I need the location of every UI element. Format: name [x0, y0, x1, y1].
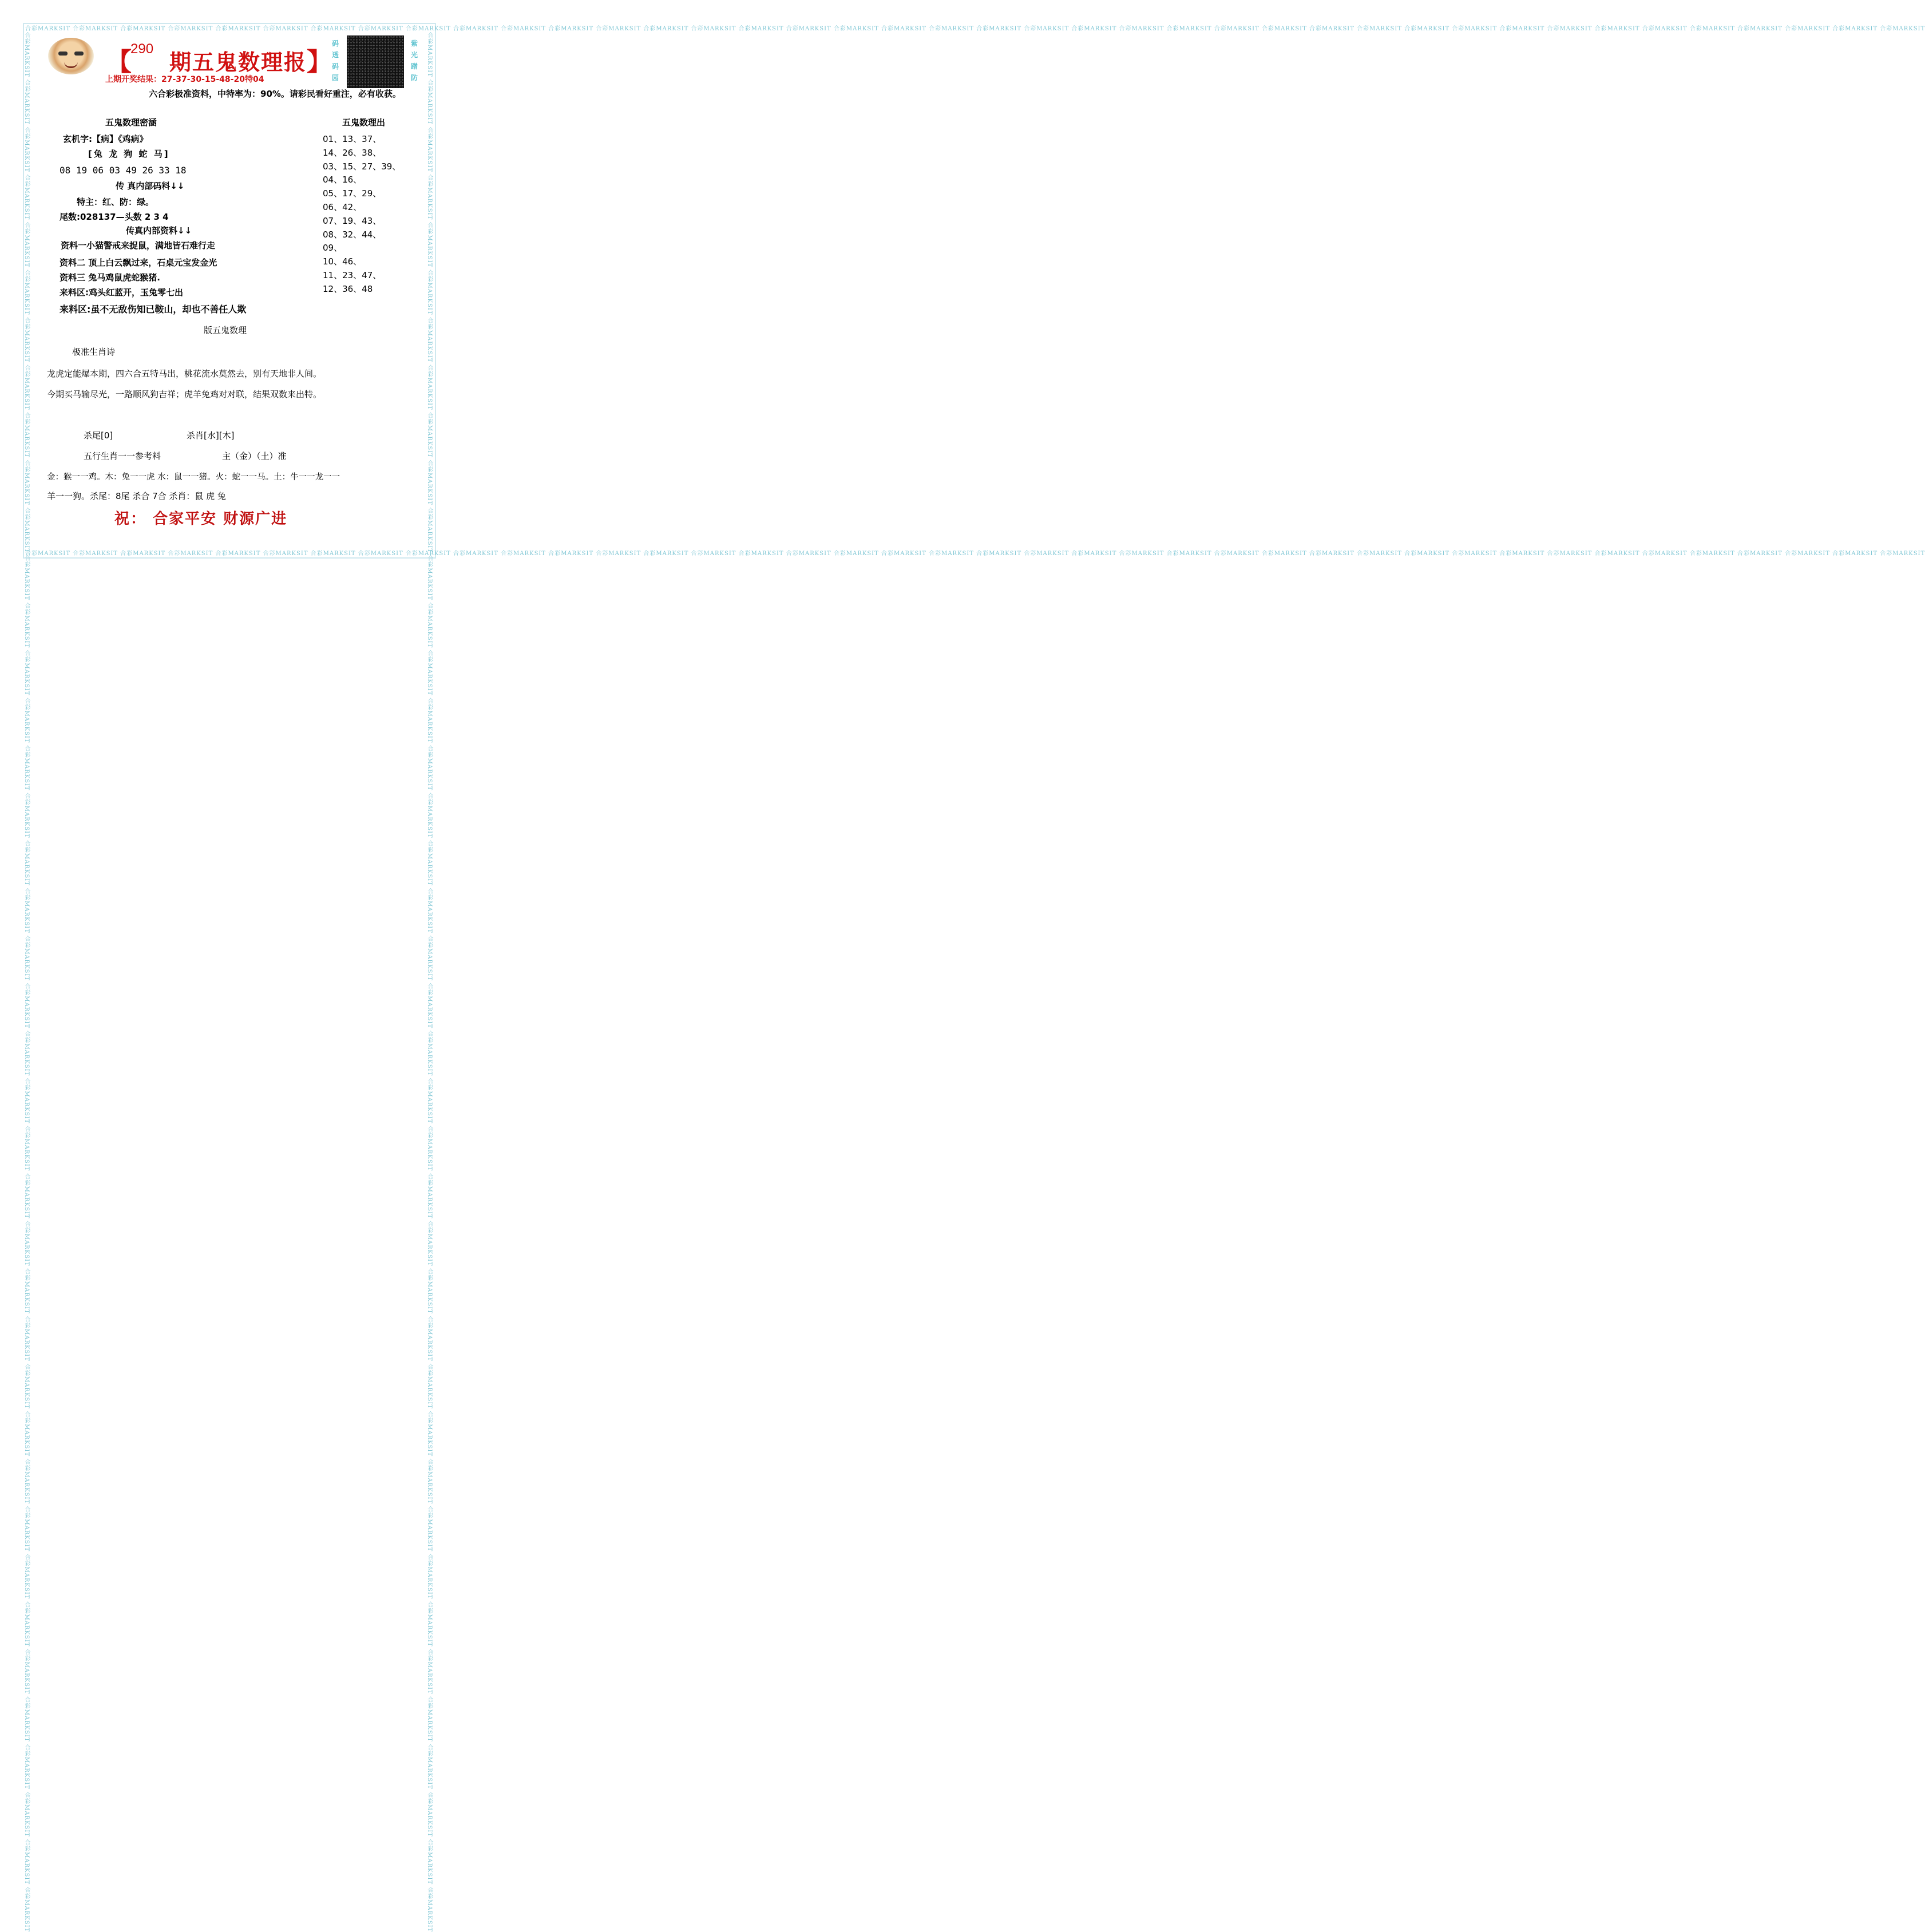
page-title: 期五鬼数理报 [169, 49, 307, 75]
border-watermark-left: 合彩MARKSIT 合彩MARKSIT 合彩MARKSIT 合彩MARKSIT 合彩MARKSIT 合彩MARKSIT 合彩MARKSIT 合彩MARKSIT 合彩MARKSIT 合彩MARKSIT 合彩MARKSIT 合彩MARKSIT 合彩MARKSIT 合彩MARKSIT 合彩MARKSIT 合彩MARKSIT 合彩MARKSIT 合彩MARKSIT 合彩MARKSIT 合彩MARKSIT 合彩MARKSIT 合彩MARKSIT 合彩MARKSIT 合彩MARKSIT 合彩MARKSIT 合彩MARKSIT 合彩MARKSIT 合彩MARKSIT 合彩MARKSIT 合彩MARKSIT 合彩MARKSIT 合彩MARKSIT 合彩MARKSIT 合彩MARKSIT 合彩MARKSIT 合彩MARKSIT 合彩MARKSIT 合彩MARKSIT 合彩MARKSIT 合彩MARKSIT [23, 32, 30, 1932]
element-line-1: 金：猴一一鸡。木：兔一一虎 水：鼠一一猪。火：蛇一一马。土：牛一一龙一一 [47, 473, 340, 482]
number-row: 07、19、43、 [323, 215, 382, 226]
poem-heading: 极准生肖诗 [72, 347, 116, 357]
number-row: 11、23、47、 [323, 270, 382, 280]
portrait-photo [48, 38, 94, 74]
number-row: 12、36、48 [323, 283, 373, 294]
number-column [323, 133, 401, 296]
stamp-right: 紫光蹭防 [411, 39, 418, 82]
kill-zodiac: 杀肖[水][木] [187, 430, 235, 441]
zodiac-list: [兔 龙 狗 蛇 马] [88, 149, 170, 159]
number-row: 04、16、 [323, 175, 362, 185]
fax-heading-2: 传真内部资料↓↓ [126, 225, 192, 236]
riddle: 玄机字:【病】《鸡病》 [63, 134, 148, 144]
left-heading: 五鬼数理密涵 [105, 117, 157, 128]
number-row: 14、26、38、 [323, 147, 382, 158]
title-bracket-left: 【 [106, 47, 132, 77]
zone-line-2: 来料区:虽不无敌伤知已鞍山，却也不善任人欺 [60, 304, 247, 315]
data-line-3: 资料三 兔马鸡鼠虎蛇猴猪. [60, 272, 160, 283]
issue-number: 290 [130, 41, 154, 57]
blessing-banner: 祝： 合家平安 财源广进 [114, 510, 288, 528]
special-color: 特主：红、防：绿。 [77, 197, 155, 207]
element-line-2: 羊一一狗。杀尾：8尾 杀合 7合 杀肖：鼠 虎 兔 [47, 491, 226, 501]
border-watermark-top: 合彩MARKSIT 合彩MARKSIT 合彩MARKSIT 合彩MARKSIT 合彩MARKSIT 合彩MARKSIT 合彩MARKSIT 合彩MARKSIT 合彩MARKSIT 合彩MARKSIT 合彩MARKSIT 合彩MARKSIT 合彩MARKSIT 合彩MARKSIT 合彩MARKSIT 合彩MARKSIT 合彩MARKSIT 合彩MARKSIT 合彩MARKSIT 合彩MARKSIT 合彩MARKSIT 合彩MARKSIT 合彩MARKSIT 合彩MARKSIT 合彩MARKSIT 合彩MARKSIT 合彩MARKSIT 合彩MARKSIT 合彩MARKSIT 合彩MARKSIT 合彩MARKSIT 合彩MARKSIT 合彩MARKSIT 合彩MARKSIT 合彩MARKSIT 合彩MARKSIT 合彩MARKSIT 合彩MARKSIT 合彩MARKSIT 合彩MARKSIT [25, 26, 1925, 32]
border-watermark-right: 合彩MARKSIT 合彩MARKSIT 合彩MARKSIT 合彩MARKSIT 合彩MARKSIT 合彩MARKSIT 合彩MARKSIT 合彩MARKSIT 合彩MARKSIT 合彩MARKSIT 合彩MARKSIT 合彩MARKSIT 合彩MARKSIT 合彩MARKSIT 合彩MARKSIT 合彩MARKSIT 合彩MARKSIT 合彩MARKSIT 合彩MARKSIT 合彩MARKSIT 合彩MARKSIT 合彩MARKSIT 合彩MARKSIT 合彩MARKSIT 合彩MARKSIT 合彩MARKSIT 合彩MARKSIT 合彩MARKSIT 合彩MARKSIT 合彩MARKSIT 合彩MARKSIT 合彩MARKSIT 合彩MARKSIT 合彩MARKSIT 合彩MARKSIT 合彩MARKSIT 合彩MARKSIT 合彩MARKSIT 合彩MARKSIT 合彩MARKSIT [426, 32, 433, 1932]
data-line-2: 资料二 顶上白云飘过来，石桌元宝发金光 [60, 258, 217, 268]
fax-heading-1: 传 真内部码料↓↓ [116, 181, 185, 191]
last-result: 上期开奖结果：27-37-30-15-48-20特04 [105, 75, 264, 84]
right-heading: 五鬼数理出 [342, 117, 386, 128]
five-elements-heading: 五行生肖一一参考料 [84, 451, 161, 461]
data-line-1: 资料一小猫警戒来捉鼠，满地皆石难行走 [61, 240, 216, 251]
title-bracket-right: 】 [307, 47, 332, 77]
number-list: 08 19 06 03 49 26 33 18 [60, 165, 187, 176]
number-row: 08、32、44、 [323, 229, 382, 240]
number-row: 03、15、27、39、 [323, 161, 401, 172]
number-row: 09、 [323, 243, 343, 254]
poem-line-2: 今期买马输尽光，一路顺风狗吉祥；虎羊兔鸡对对联，结果双数来出特。 [47, 389, 322, 399]
tail-numbers: 尾数:028137—头数 2 3 4 [60, 212, 169, 222]
number-row: 06、42、 [323, 201, 362, 212]
number-row: 05、17、29、 [323, 188, 382, 199]
stamp-left: 码透码园 [332, 39, 339, 82]
kill-tail: 杀尾[0] [84, 430, 113, 441]
five-elements-main: 主（金）（土）准 [222, 451, 287, 461]
number-row: 01、13、37、 [323, 134, 382, 144]
border-watermark-bottom: 合彩MARKSIT 合彩MARKSIT 合彩MARKSIT 合彩MARKSIT 合彩MARKSIT 合彩MARKSIT 合彩MARKSIT 合彩MARKSIT 合彩MARKSIT 合彩MARKSIT 合彩MARKSIT 合彩MARKSIT 合彩MARKSIT 合彩MARKSIT 合彩MARKSIT 合彩MARKSIT 合彩MARKSIT 合彩MARKSIT 合彩MARKSIT 合彩MARKSIT 合彩MARKSIT 合彩MARKSIT 合彩MARKSIT 合彩MARKSIT 合彩MARKSIT 合彩MARKSIT 合彩MARKSIT 合彩MARKSIT 合彩MARKSIT 合彩MARKSIT 合彩MARKSIT 合彩MARKSIT 合彩MARKSIT 合彩MARKSIT 合彩MARKSIT 合彩MARKSIT 合彩MARKSIT 合彩MARKSIT 合彩MARKSIT 合彩MARKSIT [25, 551, 1925, 557]
zone-line-1: 来料区:鸡头红蓝开，玉兔零七出 [60, 287, 184, 298]
middle-caption: 版五鬼数理 [204, 325, 247, 335]
poem-line-1: 龙虎定能爆本期，四六合五特马出，桃花流水莫然去，别有天地非人间。 [47, 369, 322, 379]
intro-text: 六合彩极准资料，中特率为：90%。请彩民看好重注，必有收获。 [149, 89, 401, 99]
qr-code [347, 35, 404, 88]
number-row: 10、46、 [323, 256, 362, 267]
